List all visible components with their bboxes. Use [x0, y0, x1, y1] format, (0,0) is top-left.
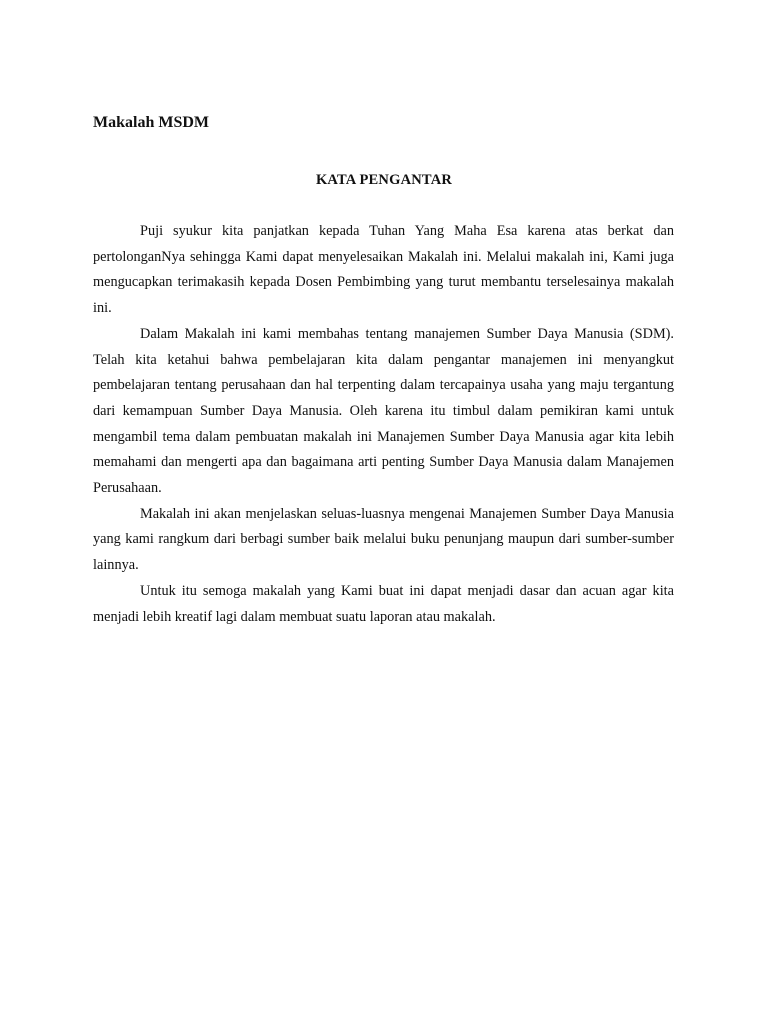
document-title: Makalah MSDM [93, 114, 209, 131]
paragraph-2: Dalam Makalah ini kami membahas tentang manajemen Sumber Daya Manusia (SDM). Telah kita ketahui bahwa pembelajaran kita dalam pengantar manajemen ini menyangkut pembelajaran tentang perusahaan dan hal terpenting dalam tercapainya usaha yang maju tergantung dari kemampuan Sumber Daya Manusia. Oleh karena itu timbul dalam pemikiran kami untuk mengambil tema dalam pembuatan makalah ini Manajemen Sumber Daya Manusia agar kita lebih memahami dan mengerti apa dan bagaimana arti penting Sumber Daya Manusia dalam Manajemen Perusahaan. [93, 325, 674, 497]
paragraph-3: Makalah ini akan menjelaskan seluas-luasnya mengenai Manajemen Sumber Daya Manusia yang kami rangkum dari berbagi sumber baik melalui buku penunjang maupun dari sumber-sumber lainnya. [93, 505, 674, 574]
document-body [93, 219, 674, 630]
paragraph-4: Untuk itu semoga makalah yang Kami buat ini dapat menjadi dasar dan acuan agar kita menjadi lebih kreatif lagi dalam membuat suatu laporan atau makalah. [93, 582, 674, 625]
section-heading: KATA PENGANTAR [315, 172, 453, 188]
paragraph-1: Puji syukur kita panjatkan kepada Tuhan Yang Maha Esa karena atas berkat dan pertolonganNya sehingga Kami dapat menyelesaikan Makalah ini. Melalui makalah ini, Kami juga mengucapkan terimakasih kepada Dosen Pembimbing yang turut membantu terselesainya makalah ini. [93, 223, 674, 317]
